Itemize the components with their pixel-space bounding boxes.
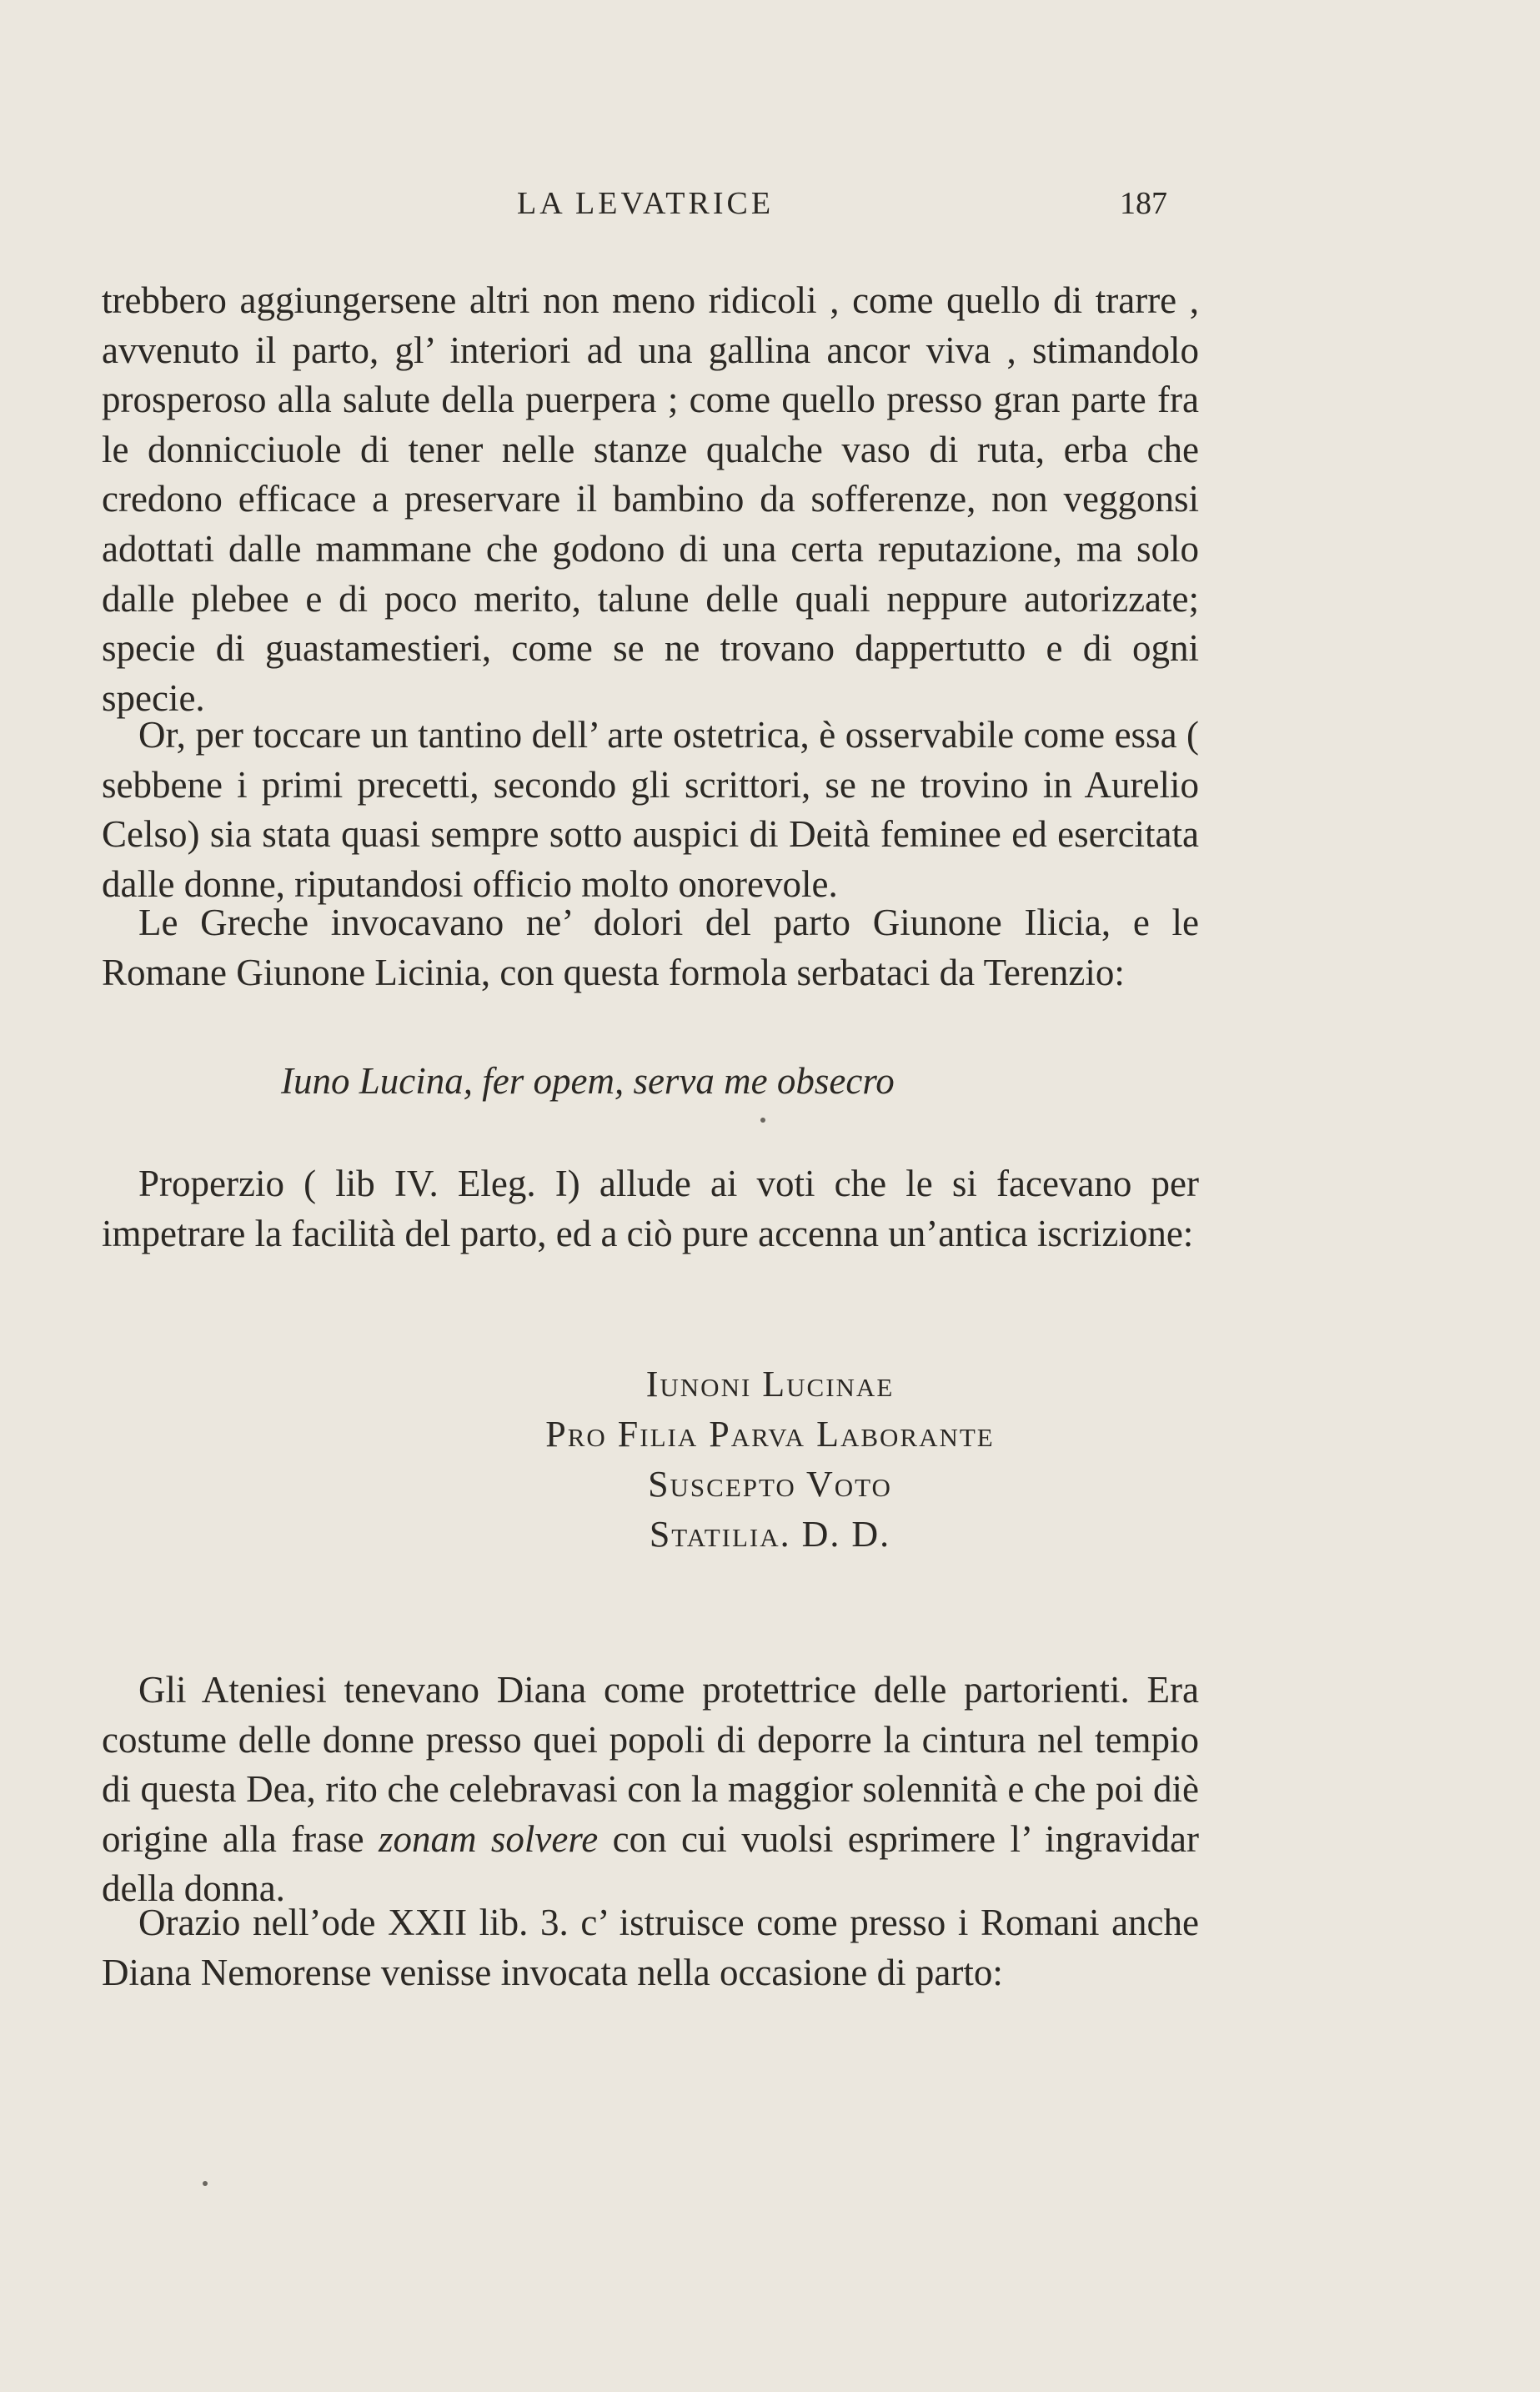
ink-speck (203, 2181, 208, 2186)
inscription-line-1: Iunoni Lucinae (645, 1364, 895, 1405)
paragraph-1: trebbero aggiungersene altri non meno ridicoli , come quello di trarre , avvenuto il parto, gl’ interiori ad una gallina ancor viva , stimandolo prosperoso alla salute della puerpera ; come quello presso gran parte fra le donnicciuole di tener nelle stanze qualche vaso di ruta, erba che credono efficace a preservare il bambino da sofferenze, non veggonsi adottati dalle mammane che godono di una certa reputazione, ma solo dalle plebee e di poco merito, talune delle quali neppure autorizzate; specie di guastamestieri, come se ne trovano dappertutto e di ogni specie. (102, 279, 1199, 719)
inscription-line-4: Statilia. D. D. (649, 1514, 891, 1555)
latin-verse: Iuno Lucina, fer opem, serva me obsecro (281, 1060, 895, 1102)
page-number: 187 (1120, 186, 1167, 221)
latin-inscription (0, 1359, 1540, 1560)
ink-speck (760, 1118, 765, 1123)
page-header (517, 185, 1167, 235)
italic-phrase: zonam solvere (379, 1817, 599, 1860)
paragraph-6: Orazio nell’ode XXII lib. 3. c’ istruisce come presso i Romani anche Diana Nemorense venisse invocata nella occasione di parto: (102, 1902, 1199, 1993)
paragraph-5-tail: con cui vuolsi esprimere l’ ingravidar della donna. (102, 1817, 1199, 1910)
paragraph-5-text: Gli Ateniesi tenevano Diana come protettrice delle partorienti. Era costume delle donne presso quei popoli di deporre la cintura nel tempio di questa Dea, rito che celebravasi con la maggior solennità e che poi diè origine alla frase (102, 1669, 1199, 1860)
inscription-line-3: Suscepto Voto (648, 1464, 892, 1505)
paragraph-4: Properzio ( lib IV. Eleg. I) allude ai voti che le si facevano per impetrare la facilità del parto, ed a ciò pure accenna un’antica iscrizione: (102, 1163, 1199, 1254)
paragraph-2: Or, per toccare un tantino dell’ arte ostetrica, è osservabile come essa ( sebbene i primi precetti, secondo gli scrittori, se ne trovino in Aurelio Celso) sia stata quasi sempre sotto auspici di Deità feminee ed esercitata dalle donne, riputandosi officio molto onorevole. (102, 714, 1199, 905)
paragraph-5 (102, 1666, 1199, 1914)
paragraph-3: Le Greche invocavano ne’ dolori del parto Giunone Ilicia, e le Romane Giunone Licinia, con questa formola serbataci da Terenzio: (102, 902, 1199, 993)
running-title: LA LEVATRICE (517, 186, 775, 221)
inscription-line-2: Pro Filia Parva Laborante (545, 1414, 995, 1455)
